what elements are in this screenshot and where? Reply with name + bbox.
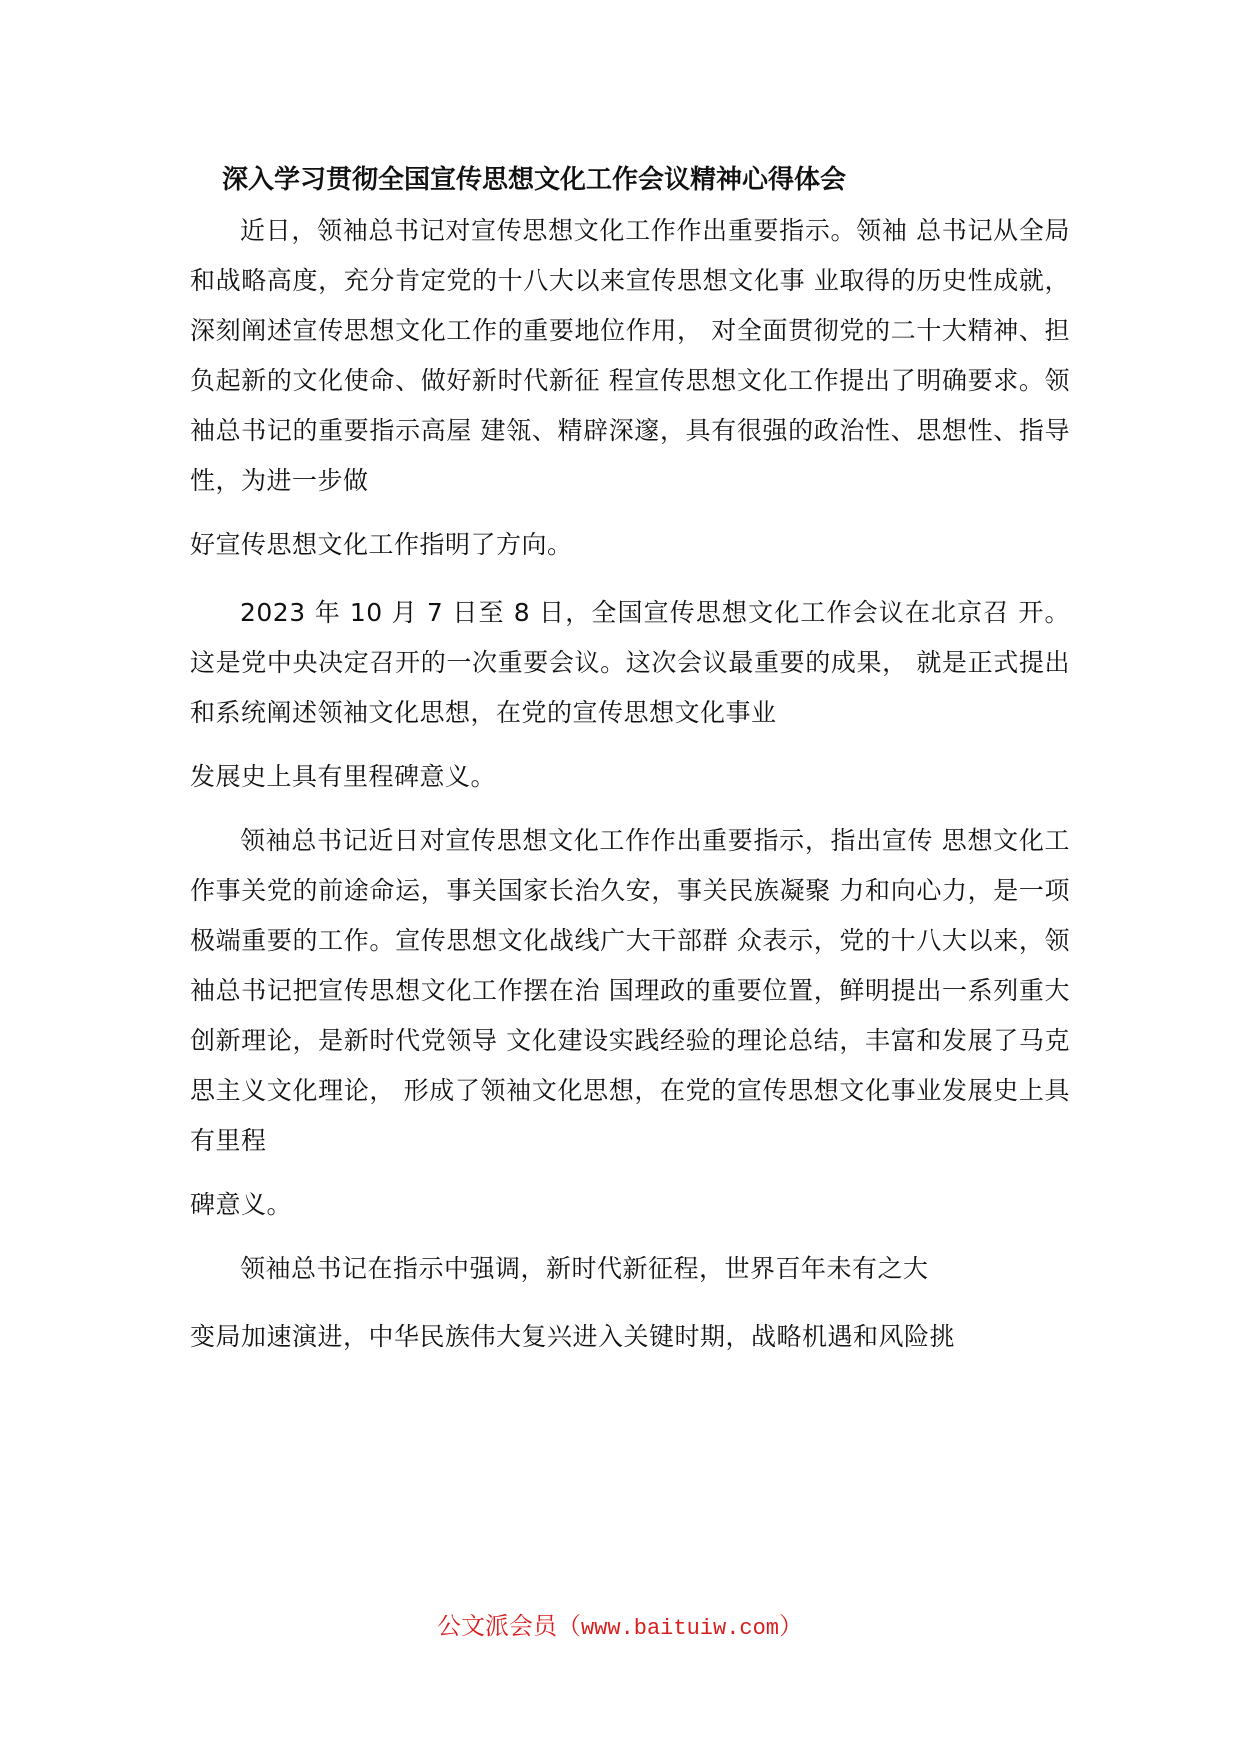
paragraph-2-continued: 发展史上具有里程碑意义。 [190,762,497,791]
paragraph-2: 2023 年 10 月 7 日至 8 日，全国宣传思想文化工作会议在北京召 开。这是党中央决定召开的一次重要会议。这次会议最重要的成果， 就是正式提出和系统阐述领袖文化思想，在党的宣传思想文化事业 [190,598,1070,727]
paragraph-1-continued: 好宣传思想文化工作指明了方向。 [190,530,573,559]
footer-url[interactable]: www.baituiw.com [580,1616,780,1641]
paragraph-4-continued: 变局加速演进，中华民族伟大复兴进入关键时期，战略机遇和风险挑 [190,1322,956,1351]
paragraph-3-continued: 碑意义。 [190,1190,293,1219]
paragraph-3: 领袖总书记近日对宣传思想文化工作作出重要指示，指出宣传 思想文化工作事关党的前途命运，事关国家长治久安，事关民族凝聚 力和向心力，是一项极端重要的工作。宣传思想文化战线广大干部群 众表示，党的十八大以来，领袖总书记把宣传思想文化工作摆在治 国理政的重要位置，鲜明提出一系列重大创新理论，是新时代党领导 文化建设实践经验的理论总结，丰富和发展了马克思主义文化理论， 形成了领袖文化思想，在党的宣传思想文化事业发展史上具有里程 [190,826,1070,1155]
footer-label: 公文派会员（ [436,1612,581,1640]
document-title: 深入学习贯彻全国宣传思想文化工作会议精神心得体会 [222,165,847,195]
footer-close: ） [779,1612,804,1640]
footer-watermark [0,1608,1240,1647]
paragraph-1: 近日，领袖总书记对宣传思想文化工作作出重要指示。领袖 总书记从全局和战略高度，充分肯定党的十八大以来宣传思想文化事 业取得的历史性成就，深刻阐述宣传思想文化工作的重要地位作用， 对全面贯彻党的二十大精神、担负起新的文化使命、做好新时代新征 程宣传思想文化工作提出了明确要求。领袖总书记的重要指示高屋 建瓴、精辟深邃，具有很强的政治性、思想性、指导性，为进一步做 [190,216,1070,495]
paragraph-4: 领袖总书记在指示中强调，新时代新征程，世界百年未有之大 [240,1254,929,1283]
document-page [190,160,1070,1362]
